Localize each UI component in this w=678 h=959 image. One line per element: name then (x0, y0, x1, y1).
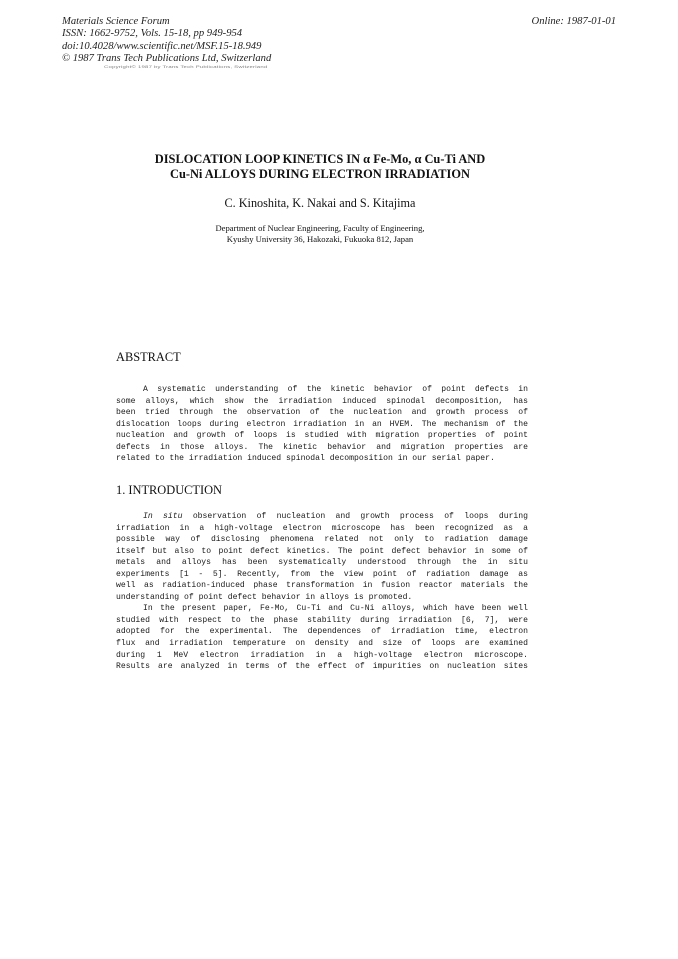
authors: C. Kinoshita, K. Nakai and S. Kitajima (224, 196, 416, 210)
intro-line: during 1 MeV electron irradiation in a high-voltage electron microscope. (116, 650, 528, 660)
abstract-line: A systematic understanding of the kinetic behavior of point defects in (143, 385, 528, 394)
publication-header (62, 16, 271, 66)
journal-name: Materials Science Forum (62, 16, 170, 27)
affiliation-line-2: Kyushy University 36, Hakozaki, Fukuoka 812, Japan (226, 234, 414, 244)
intro-first-line (116, 511, 528, 523)
publisher-line: © 1987 Trans Tech Publications Ltd, Switzerland (62, 53, 272, 65)
abstract-line: related to the irradiation induced spinodal decomposition in our serial paper. (116, 454, 495, 464)
intro-line: studied with respect to the phase stability during irradiation [6, 7], were (116, 615, 528, 625)
intro-first-line-rest: observation of nucleation and growth process of loops during (192, 512, 528, 521)
affiliation (0, 223, 640, 245)
paper-title (0, 152, 640, 182)
intro-line: metals and alloys has been systematically understood through the in situ (116, 558, 528, 568)
intro-line: possible way of disclosing phenomena related not only to radiation damage (116, 535, 528, 545)
doi-line: doi:10.4028/www.scientific.net/MSF.15-18.949 (62, 40, 262, 52)
intro-line: adopted for the experimental. The dependences of irradiation time, electron (116, 627, 528, 637)
introduction-body (116, 511, 528, 673)
abstract-line: some alloys, which show the irradiation induced spinodal decomposition, has (116, 396, 528, 406)
title-line-1: DISLOCATION LOOP KINETICS IN α Fe-Mo, α Cu-Ti AND (154, 152, 486, 166)
abstract-heading: ABSTRACT (116, 350, 181, 364)
introduction-heading: 1. INTRODUCTION (116, 483, 222, 497)
title-line-2: Cu-Ni ALLOYS DURING ELECTRON IRRADIATION (170, 167, 470, 181)
intro-line: flux and irradiation temperature on density and size of loops are examined (116, 639, 528, 649)
faded-copyright-line: Copyright© 1987 by Trans Tech Publications, Switzerland (104, 66, 268, 70)
abstract-line: dislocation loops during electron irradiation in an HVEM. The mechanism of the (116, 419, 528, 429)
affiliation-line-1: Department of Nuclear Engineering, Faculty of Engineering, (215, 223, 425, 233)
intro-line: irradiation in a high-voltage electron microscope has been recognized as a (116, 523, 528, 533)
intro-line: itself but also to point defect kinetics. The point defect behavior in some of (116, 546, 528, 556)
abstract-line: been tried through the observation of the nucleation and growth process of (116, 408, 528, 418)
intro-line: well as radiation-induced phase transformation in fusion reactor materials the (116, 581, 528, 591)
intro-line: understanding of point defect behavior in alloys is promoted. (116, 592, 413, 602)
online-date: Online: 1987-01-01 (531, 16, 616, 27)
abstract-line: defects in those alloys. The kinetic behavior and migration properties are (116, 442, 528, 452)
intro-line: In the present paper, Fe-Mo, Cu-Ti and Cu-Ni alloys, which have been well (143, 604, 528, 614)
abstract-line: nucleation and growth of loops is studied with migration properties of point (116, 431, 528, 441)
intro-line: experiments [1 - 5]. Recently, from the view point of radiation damage as (116, 569, 528, 579)
abstract-body (116, 384, 528, 465)
issn-line: ISSN: 1662-9752, Vols. 15-18, pp 949-954 (62, 28, 243, 40)
in-situ-italic: In situ (143, 512, 183, 521)
intro-line: Results are analyzed in terms of the effect of impurities on nucleation sites (116, 662, 528, 672)
